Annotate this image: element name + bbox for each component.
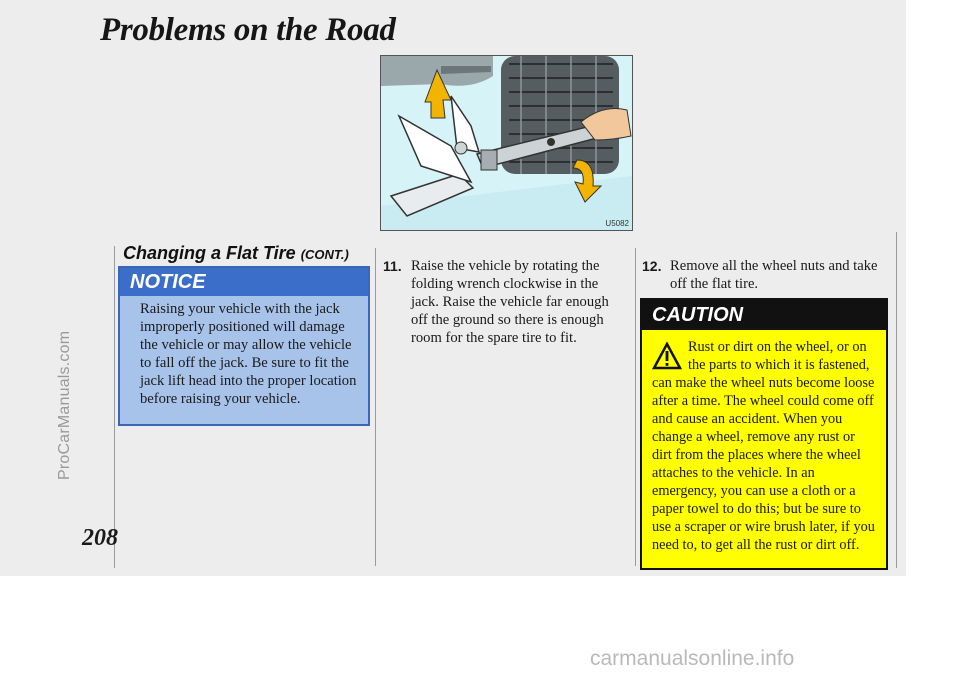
caution-body (642, 330, 886, 554)
side-watermark: ProCarManuals.com (56, 330, 73, 480)
jack-wrench-illustration (381, 56, 632, 230)
notice-title: NOTICE (120, 268, 368, 296)
bottom-watermark: carmanualsonline.info (590, 647, 795, 670)
caution-text: Rust or dirt on the wheel, or on the parts to which it is fastened, can make the wheel nuts become loose after a time. The wheel could come off and cause an accident. When you change a wheel, remove any rust or dirt from the places where the wheel attaches to the vehicle. In an emergency, you can use a cloth or a paper towel to do this; but be sure to use a scraper or wire brush later, if you need to, to get all the rust or dirt off. (652, 339, 875, 553)
caution-box (640, 298, 888, 570)
step-number: 12. (642, 258, 662, 274)
page-title: Problems on the Road (100, 12, 396, 48)
notice-text: Raising your vehicle with the jack improperly positioned will damage the vehicle or may allow the vehicle to fall off the jack. Be sure to fit the jack lift head into the proper location before raising your vehicle. (140, 301, 357, 407)
warning-triangle-icon (652, 342, 682, 370)
section-heading-suffix: (CONT.) (300, 247, 349, 262)
section-heading-text: Changing a Flat Tire (123, 243, 296, 263)
caution-title: CAUTION (642, 300, 886, 330)
jack-illustration (380, 55, 633, 231)
column-divider-right (635, 248, 636, 566)
section-heading (123, 243, 349, 264)
step-text: Raise the vehicle by rotating the folding wrench clockwise in the jack. Raise the vehicle far enough off the ground so there is enough room for the spare tire to fit. (411, 258, 609, 346)
step-text: Remove all the wheel nuts and take off the flat tire. (670, 258, 878, 292)
figure-code: U5082 (605, 219, 629, 228)
page-number: 208 (82, 525, 118, 551)
right-margin-rule (896, 232, 897, 568)
step-11 (383, 257, 633, 346)
step-number: 11. (383, 258, 402, 274)
notice-box (118, 266, 370, 426)
step-12 (642, 257, 892, 297)
column-divider-left (375, 248, 376, 566)
